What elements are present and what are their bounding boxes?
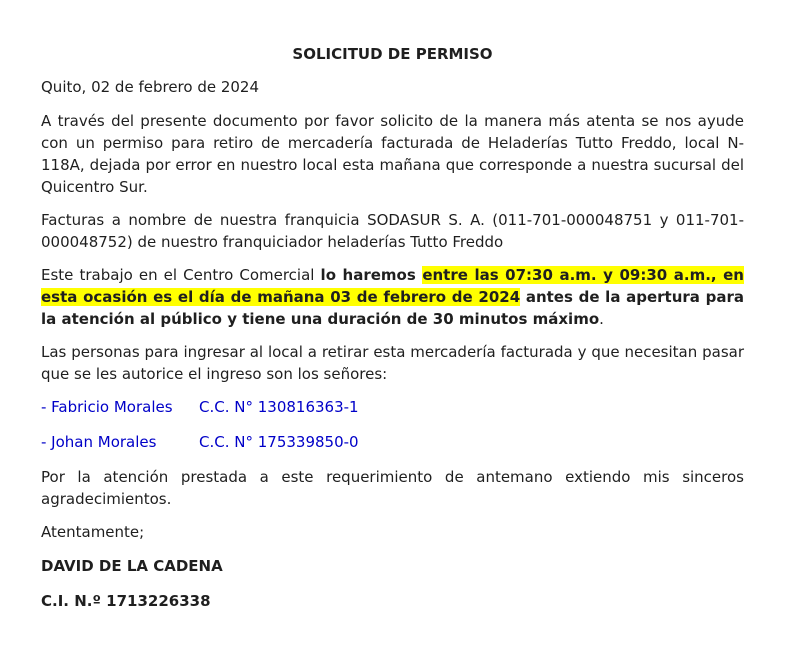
person-id: C.C. N° 130816363-1 (199, 398, 359, 416)
paragraph-invoices: Facturas a nombre de nuestra franquicia SODASUR S. A. (011-701-000048751 y 011-701-000048752) de nuestro franquiciador heladerías Tutto Freddo (41, 211, 744, 251)
schedule-text-intro: Este trabajo en el Centro Comercial (41, 266, 321, 284)
schedule-text-period: . (599, 310, 604, 328)
schedule-text-bold-end: antes de la apertura para la atención al público y tiene una duración de 30 minutos máximo (41, 288, 744, 328)
person-entry (41, 431, 744, 453)
schedule-text-bold: lo haremos (320, 266, 423, 284)
person-entry (41, 396, 744, 418)
paragraph-schedule (41, 264, 744, 330)
paragraph-thanks: Por la atención prestada a este requerimiento de antemano extiendo mis sinceros agradecimientos. (41, 468, 744, 508)
signature-id: C.I. N.º 1713226338 (41, 592, 211, 610)
document-date: Quito, 02 de febrero de 2024 (41, 78, 260, 96)
person-name: - Fabricio Morales (41, 398, 173, 416)
signature-name: DAVID DE LA CADENA (41, 557, 223, 575)
closing: Atentamente; (41, 523, 145, 541)
person-id: C.C. N° 175339850-0 (199, 433, 359, 451)
document-title: SOLICITUD DE PERMISO (292, 45, 493, 63)
paragraph-request: A través del presente documento por favor solicito de la manera más atenta se nos ayude con un permiso para retiro de mercadería facturada de Heladerías Tutto Freddo, local N-118A, dejada por error en nuestro local esta mañana que corresponde a nuestra sucursal del Quicentro Sur. (41, 112, 744, 196)
person-name: - Johan Morales (41, 433, 157, 451)
paragraph-persons-intro: Las personas para ingresar al local a retirar esta mercadería facturada y que necesitan pasar que se les autorice el ingreso son los señores: (41, 343, 744, 383)
schedule-highlight: entre las 07:30 a.m. y 09:30 a.m., en esta ocasión es el día de mañana 03 de febrero de 2024 (41, 266, 744, 306)
document-page (41, 44, 744, 612)
